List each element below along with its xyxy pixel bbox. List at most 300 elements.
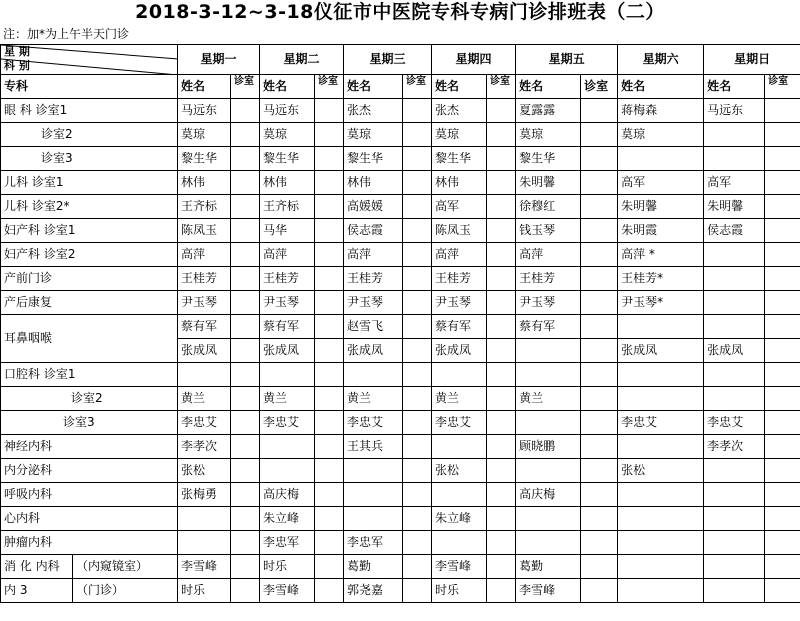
- schedule-cell: 李忠艾: [344, 411, 403, 435]
- schedule-cell: 张成凤: [618, 339, 704, 363]
- name-column-header: 姓名: [178, 75, 231, 99]
- table-row: [1, 219, 800, 243]
- room-cell: [581, 123, 618, 147]
- schedule-cell: 钱玉琴: [516, 219, 581, 243]
- schedule-cell: 李忠艾: [178, 411, 231, 435]
- schedule-cell: [178, 531, 231, 555]
- room-cell: [581, 363, 618, 387]
- room-cell: [765, 171, 800, 195]
- table-row: [1, 171, 800, 195]
- day-header: 星期日: [704, 45, 800, 75]
- room-cell: [581, 339, 618, 363]
- room-cell: [487, 195, 516, 219]
- schedule-cell: 高庆梅: [516, 483, 581, 507]
- schedule-cell: [516, 339, 581, 363]
- schedule-cell: [344, 483, 403, 507]
- name-column-header: 姓名: [344, 75, 403, 99]
- table-row: [1, 147, 800, 171]
- room-cell: [487, 435, 516, 459]
- room-cell: [487, 243, 516, 267]
- room-cell: [403, 219, 432, 243]
- room-cell: [231, 147, 260, 171]
- room-cell: [581, 171, 618, 195]
- schedule-cell: 李忠艾: [260, 411, 315, 435]
- room-cell: [765, 411, 800, 435]
- schedule-cell: [516, 459, 581, 483]
- schedule-cell: 李孝次: [704, 435, 765, 459]
- room-cell: [403, 123, 432, 147]
- schedule-cell: 李忠军: [344, 531, 403, 555]
- room-cell: [403, 363, 432, 387]
- room-cell: [581, 579, 618, 603]
- table-row: [1, 387, 800, 411]
- schedule-cell: [618, 363, 704, 387]
- schedule-cell: 张成凤: [704, 339, 765, 363]
- room-cell: [315, 507, 344, 531]
- table-row: [1, 123, 800, 147]
- room-column-header: 诊室: [487, 75, 516, 99]
- schedule-cell: 李雪峰: [260, 579, 315, 603]
- schedule-cell: [618, 435, 704, 459]
- room-cell: [403, 411, 432, 435]
- room-cell: [765, 555, 800, 579]
- dept-label: 妇产科 诊室2: [1, 243, 178, 267]
- room-cell: [315, 531, 344, 555]
- room-cell: [487, 123, 516, 147]
- schedule-cell: [260, 459, 315, 483]
- room-cell: [231, 483, 260, 507]
- schedule-cell: 朱明霞: [618, 219, 704, 243]
- corner-header: [1, 45, 178, 75]
- schedule-cell: 张松: [178, 459, 231, 483]
- schedule-cell: 王桂芳: [344, 267, 403, 291]
- schedule-cell: 张杰: [344, 99, 403, 123]
- room-column-header: 诊室: [231, 75, 260, 99]
- schedule-cell: 马华: [260, 219, 315, 243]
- schedule-cell: 马远东: [704, 99, 765, 123]
- schedule-cell: 时乐: [260, 555, 315, 579]
- room-cell: [231, 507, 260, 531]
- schedule-cell: [704, 243, 765, 267]
- schedule-cell: 尹玉琴: [260, 291, 315, 315]
- schedule-cell: [704, 291, 765, 315]
- room-cell: [231, 243, 260, 267]
- table-row: [1, 435, 800, 459]
- room-cell: [315, 171, 344, 195]
- schedule-cell: 高萍: [178, 243, 231, 267]
- room-cell: [403, 147, 432, 171]
- name-column-header: 姓名: [432, 75, 487, 99]
- schedule-cell: 黎生华: [260, 147, 315, 171]
- room-cell: [315, 267, 344, 291]
- room-cell: [765, 99, 800, 123]
- schedule-cell: [432, 531, 487, 555]
- room-cell: [487, 459, 516, 483]
- schedule-cell: [704, 459, 765, 483]
- room-cell: [581, 555, 618, 579]
- room-cell: [403, 459, 432, 483]
- schedule-cell: [432, 483, 487, 507]
- dept-label: 内分泌科: [1, 459, 178, 483]
- room-cell: [231, 435, 260, 459]
- schedule-cell: [618, 147, 704, 171]
- room-cell: [765, 123, 800, 147]
- room-column-header: 诊室: [315, 75, 344, 99]
- schedule-cell: 张成凤: [178, 339, 231, 363]
- dept-label: 眼 科 诊室1: [1, 99, 178, 123]
- room-cell: [487, 531, 516, 555]
- room-cell: [231, 579, 260, 603]
- room-cell: [765, 291, 800, 315]
- table-row: [1, 507, 800, 531]
- room-cell: [487, 339, 516, 363]
- room-cell: [403, 483, 432, 507]
- room-cell: [403, 435, 432, 459]
- room-cell: [581, 219, 618, 243]
- schedule-cell: 葛勤: [344, 555, 403, 579]
- room-cell: [487, 219, 516, 243]
- schedule-cell: 夏露露: [516, 99, 581, 123]
- schedule-cell: 黎生华: [344, 147, 403, 171]
- dept-label: 诊室2: [1, 123, 178, 147]
- schedule-cell: 高萍 *: [618, 243, 704, 267]
- schedule-cell: 张松: [618, 459, 704, 483]
- room-cell: [581, 195, 618, 219]
- schedule-cell: 王齐标: [178, 195, 231, 219]
- room-cell: [581, 531, 618, 555]
- schedule-cell: 李雪峰: [178, 555, 231, 579]
- room-cell: [315, 195, 344, 219]
- room-cell: [581, 99, 618, 123]
- schedule-cell: 黄兰: [178, 387, 231, 411]
- schedule-cell: 时乐: [178, 579, 231, 603]
- schedule-cell: 黄兰: [432, 387, 487, 411]
- schedule-cell: 林伟: [178, 171, 231, 195]
- dept-label: 诊室2: [1, 387, 178, 411]
- room-cell: [765, 387, 800, 411]
- schedule-cell: 蒋梅森: [618, 99, 704, 123]
- room-cell: [315, 459, 344, 483]
- schedule-cell: [516, 507, 581, 531]
- schedule-cell: 高萍: [432, 243, 487, 267]
- name-column-header: 姓名: [704, 75, 765, 99]
- room-cell: [231, 531, 260, 555]
- room-cell: [231, 411, 260, 435]
- room-cell: [231, 219, 260, 243]
- schedule-cell: [618, 315, 704, 339]
- schedule-cell: [704, 507, 765, 531]
- room-cell: [315, 291, 344, 315]
- schedule-cell: 朱明馨: [516, 171, 581, 195]
- schedule-cell: 高军: [618, 171, 704, 195]
- schedule-cell: 李忠艾: [704, 411, 765, 435]
- schedule-cell: 朱明馨: [704, 195, 765, 219]
- room-cell: [403, 339, 432, 363]
- schedule-cell: [704, 387, 765, 411]
- table-row: [1, 579, 800, 603]
- schedule-cell: 时乐: [432, 579, 487, 603]
- name-column-header: 姓名: [516, 75, 581, 99]
- room-cell: [487, 99, 516, 123]
- dept-label: 儿科 诊室2*: [1, 195, 178, 219]
- dept-label: 儿科 诊室1: [1, 171, 178, 195]
- schedule-cell: 张梅勇: [178, 483, 231, 507]
- schedule-cell: 黄兰: [260, 387, 315, 411]
- schedule-cell: 张松: [432, 459, 487, 483]
- schedule-cell: 张成凤: [432, 339, 487, 363]
- dept-label: 心内科: [1, 507, 178, 531]
- schedule-cell: 高军: [432, 195, 487, 219]
- schedule-cell: 高庆梅: [260, 483, 315, 507]
- dept-label: 内 3: [1, 579, 73, 603]
- table-row: [1, 459, 800, 483]
- room-cell: [231, 123, 260, 147]
- dept-label: 产后康复: [1, 291, 178, 315]
- room-cell: [581, 267, 618, 291]
- schedule-cell: 侯志霞: [344, 219, 403, 243]
- note-text: 注：加*为上午半天门诊: [3, 27, 130, 41]
- room-cell: [581, 291, 618, 315]
- room-column-header: 诊室: [581, 75, 618, 99]
- schedule-cell: [344, 507, 403, 531]
- corner-dept-label: 科 别: [4, 59, 30, 72]
- sub-dept-label: （门诊）: [73, 579, 178, 603]
- room-cell: [315, 123, 344, 147]
- day-header: 星期六: [618, 45, 704, 75]
- corner-week-label: 星 期: [4, 45, 30, 58]
- room-cell: [487, 555, 516, 579]
- schedule-cell: 高媛媛: [344, 195, 403, 219]
- schedule-cell: 张成凤: [344, 339, 403, 363]
- room-cell: [765, 435, 800, 459]
- room-cell: [487, 411, 516, 435]
- schedule-cell: 黎生华: [178, 147, 231, 171]
- room-cell: [231, 363, 260, 387]
- schedule-cell: 张成凤: [260, 339, 315, 363]
- room-cell: [765, 459, 800, 483]
- schedule-cell: 莫琼: [618, 123, 704, 147]
- schedule-cell: [704, 315, 765, 339]
- schedule-cell: [618, 555, 704, 579]
- schedule-cell: [618, 579, 704, 603]
- schedule-cell: 李忠艾: [432, 411, 487, 435]
- room-cell: [487, 315, 516, 339]
- schedule-cell: [178, 363, 231, 387]
- schedule-cell: 李雪峰: [516, 579, 581, 603]
- room-cell: [315, 435, 344, 459]
- room-cell: [403, 291, 432, 315]
- schedule-cell: 侯志霞: [704, 219, 765, 243]
- schedule-cell: 高萍: [516, 243, 581, 267]
- table-row: [1, 99, 800, 123]
- room-cell: [581, 147, 618, 171]
- schedule-cell: 蔡有军: [516, 315, 581, 339]
- schedule-cell: 尹玉琴*: [618, 291, 704, 315]
- dept-label: 消 化 内科: [1, 555, 73, 579]
- page-title: 2018-3-12~3-18仪征市中医院专科专病门诊排班表（二）: [135, 1, 665, 23]
- room-cell: [231, 267, 260, 291]
- dept-label: 诊室3: [1, 411, 178, 435]
- schedule-cell: 尹玉琴: [344, 291, 403, 315]
- room-column-header: 诊室: [403, 75, 432, 99]
- room-cell: [581, 483, 618, 507]
- schedule-cell: 黄兰: [344, 387, 403, 411]
- room-cell: [315, 339, 344, 363]
- schedule-cell: [516, 411, 581, 435]
- room-cell: [581, 243, 618, 267]
- schedule-cell: 黎生华: [516, 147, 581, 171]
- room-cell: [765, 267, 800, 291]
- room-cell: [315, 219, 344, 243]
- schedule-cell: 葛勤: [516, 555, 581, 579]
- room-cell: [315, 579, 344, 603]
- schedule-cell: 王桂芳: [516, 267, 581, 291]
- room-cell: [231, 315, 260, 339]
- schedule-cell: [178, 507, 231, 531]
- schedule-cell: [704, 579, 765, 603]
- schedule-cell: [704, 363, 765, 387]
- dept-label: 妇产科 诊室1: [1, 219, 178, 243]
- schedule-cell: 徐穆红: [516, 195, 581, 219]
- room-cell: [403, 531, 432, 555]
- room-cell: [231, 171, 260, 195]
- room-cell: [487, 483, 516, 507]
- room-cell: [487, 267, 516, 291]
- schedule-cell: [344, 363, 403, 387]
- schedule-cell: 高萍: [344, 243, 403, 267]
- schedule-cell: 高萍: [260, 243, 315, 267]
- schedule-cell: [618, 507, 704, 531]
- room-cell: [581, 315, 618, 339]
- schedule-cell: [704, 555, 765, 579]
- schedule-cell: 朱立峰: [432, 507, 487, 531]
- schedule-cell: 顾晓鹏: [516, 435, 581, 459]
- room-cell: [765, 579, 800, 603]
- table-row: [1, 195, 800, 219]
- schedule-cell: 马远东: [260, 99, 315, 123]
- room-cell: [315, 99, 344, 123]
- schedule-cell: 张杰: [432, 99, 487, 123]
- room-column-header: 诊室: [765, 75, 800, 99]
- schedule-cell: 王桂芳: [260, 267, 315, 291]
- schedule-cell: 尹玉琴: [178, 291, 231, 315]
- dept-label: 呼吸内科: [1, 483, 178, 507]
- room-cell: [231, 387, 260, 411]
- schedule-cell: 林伟: [260, 171, 315, 195]
- table-row: [1, 267, 800, 291]
- schedule-cell: [432, 435, 487, 459]
- room-cell: [315, 147, 344, 171]
- dept-column-header: 专科: [1, 75, 178, 99]
- day-header: 星期五: [516, 45, 618, 75]
- day-header: 星期一: [178, 45, 260, 75]
- day-header: 星期二: [260, 45, 344, 75]
- schedule-cell: 王齐标: [260, 195, 315, 219]
- schedule-cell: [618, 483, 704, 507]
- table-row: [1, 243, 800, 267]
- table-row: [1, 291, 800, 315]
- room-cell: [403, 555, 432, 579]
- schedule-cell: 林伟: [344, 171, 403, 195]
- schedule-cell: [704, 531, 765, 555]
- room-cell: [403, 267, 432, 291]
- room-cell: [487, 171, 516, 195]
- schedule-cell: 王其兵: [344, 435, 403, 459]
- schedule-cell: 蔡有军: [432, 315, 487, 339]
- table-row: [1, 483, 800, 507]
- schedule-cell: 王桂芳*: [618, 267, 704, 291]
- room-cell: [403, 171, 432, 195]
- schedule-cell: [704, 123, 765, 147]
- schedule-cell: 王桂芳: [178, 267, 231, 291]
- schedule-cell: 李孝次: [178, 435, 231, 459]
- room-cell: [581, 387, 618, 411]
- schedule-table: [0, 44, 800, 603]
- room-cell: [315, 411, 344, 435]
- room-cell: [315, 363, 344, 387]
- dept-label: 神经内科: [1, 435, 178, 459]
- room-cell: [487, 291, 516, 315]
- room-cell: [765, 363, 800, 387]
- schedule-cell: 高军: [704, 171, 765, 195]
- room-cell: [231, 195, 260, 219]
- schedule-cell: 李忠艾: [618, 411, 704, 435]
- schedule-cell: 莫琼: [178, 123, 231, 147]
- room-cell: [231, 99, 260, 123]
- room-cell: [231, 339, 260, 363]
- room-cell: [315, 387, 344, 411]
- schedule-cell: [344, 459, 403, 483]
- table-row: [1, 411, 800, 435]
- room-cell: [487, 507, 516, 531]
- room-cell: [403, 243, 432, 267]
- day-header: 星期三: [344, 45, 432, 75]
- table-row: [1, 531, 800, 555]
- room-cell: [581, 411, 618, 435]
- schedule-cell: [260, 435, 315, 459]
- schedule-cell: 尹玉琴: [516, 291, 581, 315]
- name-column-header: 姓名: [260, 75, 315, 99]
- schedule-cell: 李雪峰: [432, 555, 487, 579]
- schedule-cell: 陈凤玉: [178, 219, 231, 243]
- schedule-cell: 陈凤玉: [432, 219, 487, 243]
- room-cell: [231, 291, 260, 315]
- schedule-cell: 尹玉琴: [432, 291, 487, 315]
- room-cell: [315, 555, 344, 579]
- table-row: [1, 555, 800, 579]
- schedule-cell: [704, 483, 765, 507]
- schedule-cell: 李忠军: [260, 531, 315, 555]
- dept-label: 产前门诊: [1, 267, 178, 291]
- dept-label: 口腔科 诊室1: [1, 363, 178, 387]
- schedule-cell: 林伟: [432, 171, 487, 195]
- room-cell: [581, 435, 618, 459]
- room-cell: [765, 315, 800, 339]
- room-cell: [765, 531, 800, 555]
- room-cell: [403, 99, 432, 123]
- room-cell: [403, 315, 432, 339]
- schedule-cell: 蔡有军: [260, 315, 315, 339]
- room-cell: [315, 483, 344, 507]
- room-cell: [765, 339, 800, 363]
- room-cell: [403, 195, 432, 219]
- schedule-cell: 莫琼: [516, 123, 581, 147]
- room-cell: [487, 147, 516, 171]
- room-cell: [315, 315, 344, 339]
- schedule-cell: [618, 531, 704, 555]
- schedule-cell: 朱明馨: [618, 195, 704, 219]
- schedule-cell: [618, 387, 704, 411]
